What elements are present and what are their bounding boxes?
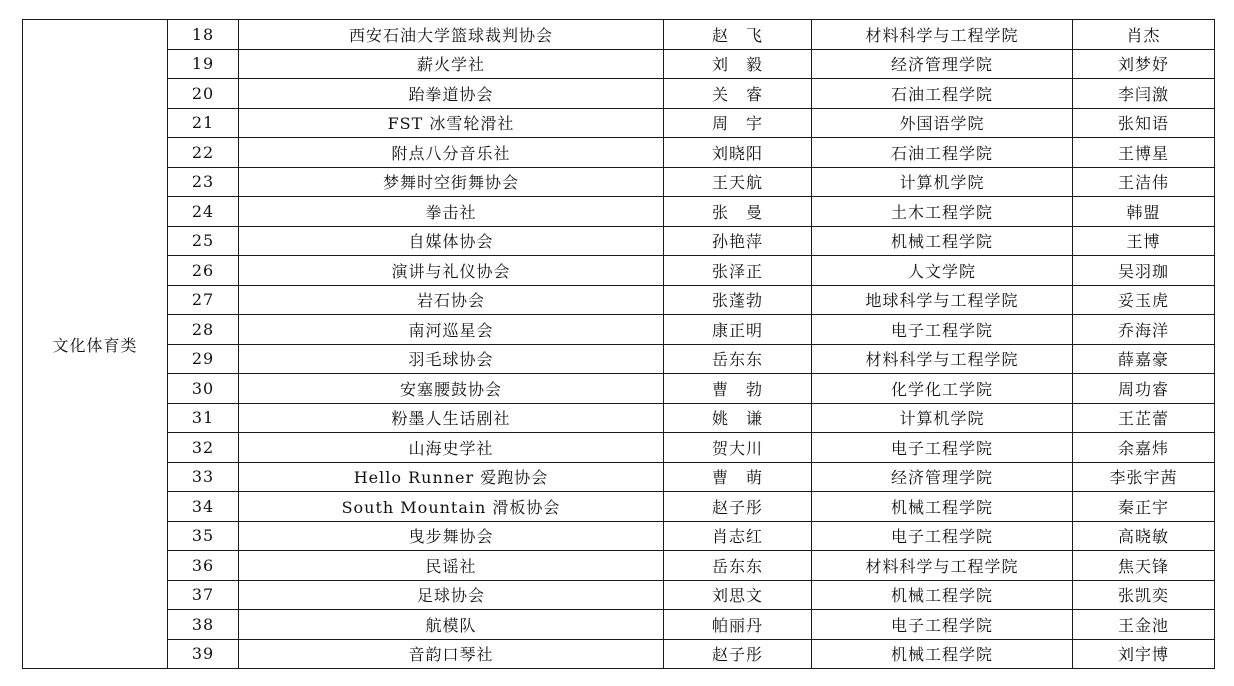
leader-name: 曹 萌 — [664, 462, 812, 492]
college-name: 机械工程学院 — [812, 492, 1073, 522]
club-name: 自媒体协会 — [239, 226, 664, 256]
college-name: 电子工程学院 — [812, 521, 1073, 551]
advisor-name: 刘梦妤 — [1073, 49, 1215, 79]
table-row — [23, 285, 1215, 315]
college-name: 计算机学院 — [812, 403, 1073, 433]
college-name: 经济管理学院 — [812, 462, 1073, 492]
club-name: 曳步舞协会 — [239, 521, 664, 551]
leader-name: 贺大川 — [664, 433, 812, 463]
club-name: 梦舞时空街舞协会 — [239, 167, 664, 197]
table-row — [23, 197, 1215, 227]
table-row — [23, 315, 1215, 345]
leader-name: 孙艳萍 — [664, 226, 812, 256]
row-number: 19 — [168, 49, 239, 79]
club-name: 民谣社 — [239, 551, 664, 581]
table-row — [23, 521, 1215, 551]
advisor-name: 张凯奕 — [1073, 580, 1215, 610]
club-name: 南河巡星会 — [239, 315, 664, 345]
row-number: 35 — [168, 521, 239, 551]
club-name: 足球协会 — [239, 580, 664, 610]
college-name: 材料科学与工程学院 — [812, 551, 1073, 581]
college-name: 材料科学与工程学院 — [812, 344, 1073, 374]
club-name: 音韵口琴社 — [239, 639, 664, 669]
leader-name: 赵子彤 — [664, 639, 812, 669]
club-name: FST 冰雪轮滑社 — [239, 108, 664, 138]
club-name: 粉墨人生话剧社 — [239, 403, 664, 433]
advisor-name: 李闫激 — [1073, 79, 1215, 109]
table-row — [23, 492, 1215, 522]
advisor-name: 余嘉炜 — [1073, 433, 1215, 463]
row-number: 28 — [168, 315, 239, 345]
advisor-name: 王博 — [1073, 226, 1215, 256]
advisor-name: 薛嘉豪 — [1073, 344, 1215, 374]
row-number: 22 — [168, 138, 239, 168]
leader-name: 岳东东 — [664, 344, 812, 374]
leader-name: 周 宇 — [664, 108, 812, 138]
leader-name: 岳东东 — [664, 551, 812, 581]
advisor-name: 秦正宇 — [1073, 492, 1215, 522]
college-name: 人文学院 — [812, 256, 1073, 286]
leader-name: 张 曼 — [664, 197, 812, 227]
college-name: 土木工程学院 — [812, 197, 1073, 227]
leader-name: 肖志红 — [664, 521, 812, 551]
advisor-name: 王金池 — [1073, 610, 1215, 640]
table-row — [23, 79, 1215, 109]
table-row — [23, 610, 1215, 640]
college-name: 机械工程学院 — [812, 639, 1073, 669]
row-number: 23 — [168, 167, 239, 197]
club-name: 拳击社 — [239, 197, 664, 227]
row-number: 20 — [168, 79, 239, 109]
leader-name: 帕丽丹 — [664, 610, 812, 640]
leader-name: 刘 毅 — [664, 49, 812, 79]
club-name: 航模队 — [239, 610, 664, 640]
college-name: 经济管理学院 — [812, 49, 1073, 79]
advisor-name: 张知语 — [1073, 108, 1215, 138]
advisor-name: 妥玉虎 — [1073, 285, 1215, 315]
college-name: 材料科学与工程学院 — [812, 20, 1073, 50]
club-table-body — [23, 20, 1215, 669]
row-number: 27 — [168, 285, 239, 315]
row-number: 32 — [168, 433, 239, 463]
advisor-name: 吴羽珈 — [1073, 256, 1215, 286]
club-name: 附点八分音乐社 — [239, 138, 664, 168]
leader-name: 赵子彤 — [664, 492, 812, 522]
table-row — [23, 374, 1215, 404]
club-name: 岩石协会 — [239, 285, 664, 315]
advisor-name: 周功睿 — [1073, 374, 1215, 404]
college-name: 石油工程学院 — [812, 138, 1073, 168]
table-row — [23, 256, 1215, 286]
row-number: 37 — [168, 580, 239, 610]
college-name: 机械工程学院 — [812, 226, 1073, 256]
leader-name: 刘晓阳 — [664, 138, 812, 168]
advisor-name: 王芷蕾 — [1073, 403, 1215, 433]
table-row — [23, 344, 1215, 374]
row-number: 24 — [168, 197, 239, 227]
table-row — [23, 639, 1215, 669]
college-name: 计算机学院 — [812, 167, 1073, 197]
leader-name: 康正明 — [664, 315, 812, 345]
college-name: 电子工程学院 — [812, 315, 1073, 345]
leader-name: 赵 飞 — [664, 20, 812, 50]
row-number: 30 — [168, 374, 239, 404]
advisor-name: 焦天锋 — [1073, 551, 1215, 581]
club-name: South Mountain 滑板协会 — [239, 492, 664, 522]
table-row — [23, 403, 1215, 433]
leader-name: 刘思文 — [664, 580, 812, 610]
table-row — [23, 551, 1215, 581]
college-name: 电子工程学院 — [812, 433, 1073, 463]
advisor-name: 刘宇博 — [1073, 639, 1215, 669]
advisor-name: 王洁伟 — [1073, 167, 1215, 197]
row-number: 29 — [168, 344, 239, 374]
row-number: 26 — [168, 256, 239, 286]
club-table — [22, 19, 1215, 669]
row-number: 39 — [168, 639, 239, 669]
row-number: 36 — [168, 551, 239, 581]
college-name: 地球科学与工程学院 — [812, 285, 1073, 315]
table-row — [23, 49, 1215, 79]
leader-name: 姚 谦 — [664, 403, 812, 433]
leader-name: 张泽正 — [664, 256, 812, 286]
row-number: 34 — [168, 492, 239, 522]
table-row — [23, 167, 1215, 197]
table-row — [23, 462, 1215, 492]
row-number: 33 — [168, 462, 239, 492]
college-name: 机械工程学院 — [812, 580, 1073, 610]
row-number: 21 — [168, 108, 239, 138]
college-name: 化学化工学院 — [812, 374, 1073, 404]
club-name: 演讲与礼仪协会 — [239, 256, 664, 286]
college-name: 外国语学院 — [812, 108, 1073, 138]
club-name: 西安石油大学篮球裁判协会 — [239, 20, 664, 50]
club-name: 跆拳道协会 — [239, 79, 664, 109]
advisor-name: 韩盟 — [1073, 197, 1215, 227]
advisor-name: 王博星 — [1073, 138, 1215, 168]
club-name: 安塞腰鼓协会 — [239, 374, 664, 404]
row-number: 31 — [168, 403, 239, 433]
club-name: 薪火学社 — [239, 49, 664, 79]
club-name: 山海史学社 — [239, 433, 664, 463]
advisor-name: 肖杰 — [1073, 20, 1215, 50]
table-row — [23, 108, 1215, 138]
table-row — [23, 138, 1215, 168]
advisor-name: 乔海洋 — [1073, 315, 1215, 345]
leader-name: 关 睿 — [664, 79, 812, 109]
row-number: 25 — [168, 226, 239, 256]
college-name: 电子工程学院 — [812, 610, 1073, 640]
table-row — [23, 433, 1215, 463]
category-cell: 文化体育类 — [23, 20, 168, 669]
leader-name: 张蓬勃 — [664, 285, 812, 315]
leader-name: 王天航 — [664, 167, 812, 197]
table-row — [23, 20, 1215, 50]
advisor-name: 高晓敏 — [1073, 521, 1215, 551]
leader-name: 曹 勃 — [664, 374, 812, 404]
club-name: 羽毛球协会 — [239, 344, 664, 374]
table-row — [23, 580, 1215, 610]
college-name: 石油工程学院 — [812, 79, 1073, 109]
table-row — [23, 226, 1215, 256]
advisor-name: 李张宇茜 — [1073, 462, 1215, 492]
row-number: 38 — [168, 610, 239, 640]
club-name: Hello Runner 爱跑协会 — [239, 462, 664, 492]
row-number: 18 — [168, 20, 239, 50]
